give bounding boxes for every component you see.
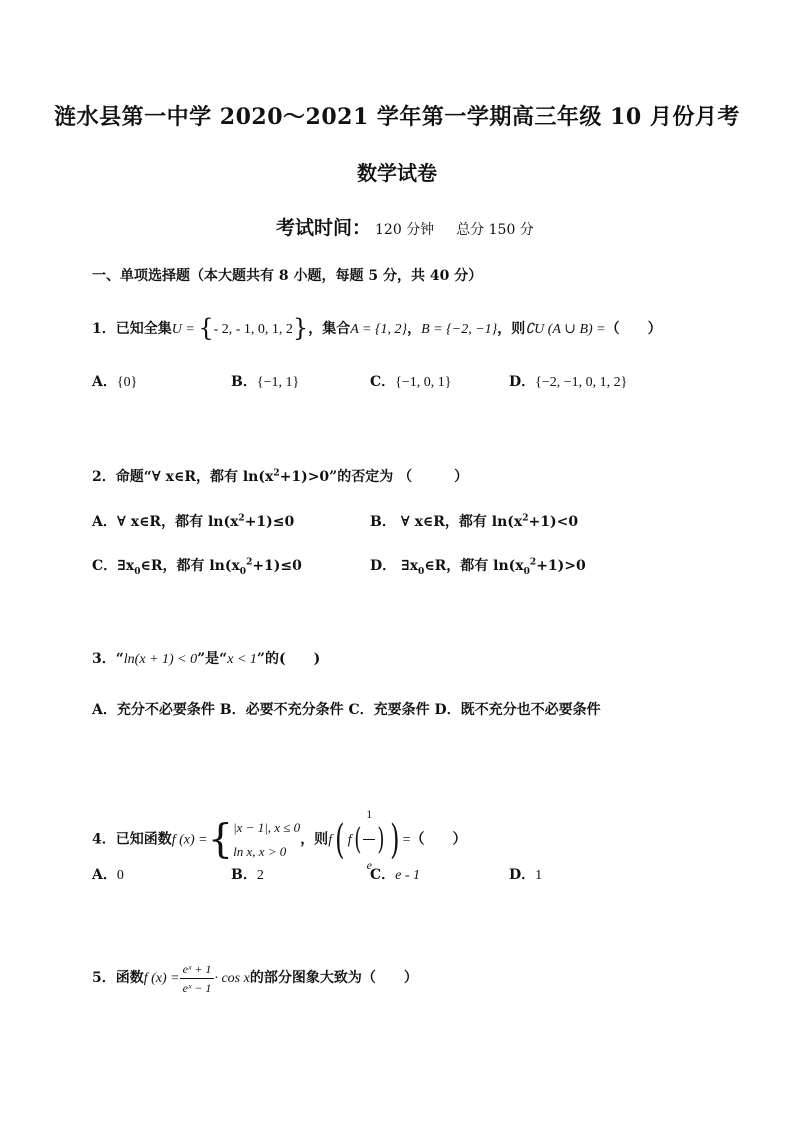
exam-title: 涟水县第一中学 2020～2021 学年第一学期高三年级 10 月份月考 (54, 104, 740, 130)
time-value: 120 分钟 (375, 222, 435, 238)
option-value: e - 1 (395, 868, 421, 883)
q2-option-c (92, 555, 302, 577)
q4-frac-den: e (366, 858, 372, 872)
option-value: {−1, 0, 1} (395, 375, 452, 390)
option-text: ∀ x∈R，都有 ln(x (116, 514, 239, 530)
option-value: {−1, 1} (256, 375, 300, 390)
q3-expr-2: x < 1 (227, 652, 257, 667)
q1-mid2: ， (407, 321, 422, 337)
q1-brace-close: } (292, 314, 309, 342)
option-text: ∈R，都有 ln(x (424, 558, 524, 574)
q4-frac-num: 1 (363, 790, 375, 840)
q5-f-expr: f (x) = (143, 971, 180, 986)
section-title: 一、单项选择题（本大题共有 8 小题，每题 5 分，共 40 分） (92, 268, 483, 284)
q1-brace-open: { (198, 314, 214, 342)
q4-f-inner: f (347, 832, 352, 848)
option-label: B． (370, 514, 396, 530)
question-1-stem (92, 314, 662, 342)
q1-a-expr: A = {1, 2} (350, 322, 408, 337)
q2-option-d (370, 555, 586, 577)
question-3-stem (92, 648, 320, 668)
option-text: +1)≤0 (244, 514, 295, 530)
option-value: 2 (256, 868, 264, 883)
q5-suffix: 的部分图象大致为（ ） (249, 970, 418, 986)
option-text: ∃x (117, 558, 135, 574)
q4-paren-open-outer: ( (335, 816, 345, 863)
option-text: ∈R，都有 ln(x (140, 558, 240, 574)
option-sup: 2 (238, 513, 245, 524)
option-label: A． (92, 514, 117, 530)
q3-options: A．充分不必要条件 B．必要不充分条件 C．充要条件 D．既不充分也不必要条件 (92, 702, 601, 718)
option-value: {−2, −1, 0, 1, 2} (535, 375, 628, 390)
q1-option-a (92, 371, 137, 391)
option-value: 0 (116, 868, 124, 883)
q1-option-c (370, 371, 452, 391)
question-2-stem (92, 466, 468, 486)
q3-prefix: 3．“ (92, 651, 124, 667)
option-text: +1)>0 (536, 558, 586, 574)
q1-option-d (509, 371, 627, 391)
q2-stem-part-a: 2．命题“∀ x∈R，都有 ln(x (92, 469, 274, 485)
q5-tail: · cos x (214, 971, 250, 986)
q5-fraction (180, 961, 215, 996)
q4-case-2: ln x, x > 0 (233, 843, 287, 859)
option-label: D． (370, 558, 397, 574)
option-value: {0} (116, 375, 138, 390)
q1-prefix: 1．已知全集 (92, 321, 172, 337)
q4-paren-close-inner: ) (377, 821, 385, 857)
q4-left-brace: { (207, 816, 234, 863)
option-text: ∀ x∈R，都有 ln(x (395, 514, 523, 530)
option-text: +1)≤0 (252, 558, 302, 574)
option-label: A． (92, 374, 117, 390)
option-sub: 0 (418, 566, 425, 577)
q1-u-expr: U = (171, 322, 199, 337)
option-sup: 2 (246, 557, 253, 568)
option-label: B． (231, 374, 257, 390)
total-score: 总分 150 分 (456, 222, 534, 238)
q1-mid3: ，则 (497, 321, 526, 337)
option-sup: 2 (529, 557, 537, 568)
q4-paren-close-outer: ) (390, 816, 400, 863)
option-sub: 0 (239, 566, 247, 577)
q4-mid: ，则 (300, 831, 329, 848)
option-label: B． (231, 867, 257, 883)
q2-option-a (92, 511, 294, 531)
q4-option-d (509, 864, 542, 884)
option-text: +1)<0 (528, 514, 579, 530)
option-value: 1 (535, 868, 543, 883)
option-label: D． (509, 374, 536, 390)
q2-superscript: 2 (273, 468, 280, 479)
option-label: C． (370, 867, 396, 883)
q4-prefix: 4．已知函数 (92, 831, 172, 848)
q5-frac-den: eˣ − 1 (182, 980, 212, 995)
q2-stem-part-b: +1)>0”的否定为 （ ） (279, 469, 469, 485)
question-5-stem (92, 958, 418, 999)
q4-suffix: （ ） (410, 831, 467, 848)
q4-case-1: |x − 1|, x ≤ 0 (233, 819, 301, 835)
q4-piecewise-cases (233, 816, 300, 864)
option-text: ∃x (396, 558, 419, 574)
q1-option-b (231, 371, 299, 391)
option-label: C． (370, 374, 396, 390)
q1-mid1: ，集合 (308, 321, 351, 337)
q3-mid: ”是“ (197, 651, 228, 667)
option-label: A． (92, 867, 117, 883)
q5-frac-num: eˣ + 1 (180, 961, 215, 979)
q5-prefix: 5．函数 (92, 970, 144, 986)
q4-equals: = (402, 832, 411, 848)
q1-complement-expr: ∁U (A ∪ B) = (525, 322, 606, 337)
q3-expr-1: ln(x + 1) < 0 (123, 652, 198, 667)
q4-option-a (92, 864, 124, 884)
time-label: 考试时间： (276, 217, 372, 239)
option-label: D． (509, 867, 536, 883)
exam-time-info (276, 213, 534, 240)
q1-u-set: - 2, - 1, 0, 1, 2 (213, 322, 293, 337)
q4-option-b (231, 864, 264, 884)
q4-f-expr: f (x) = (171, 832, 208, 848)
exam-subtitle: 数学试卷 (357, 161, 437, 185)
q4-paren-open-inner: ( (353, 821, 361, 857)
q1-b-expr: B = {−2, −1} (421, 322, 498, 337)
q4-option-c (370, 864, 420, 884)
q1-answer-blank: （ ） (605, 321, 662, 337)
q3-suffix: ”的( ) (256, 651, 321, 667)
option-sub: 0 (134, 566, 141, 577)
option-sup: 2 (522, 513, 529, 524)
q2-option-b (370, 511, 578, 531)
option-label: C． (92, 558, 118, 574)
q4-f-outer: f (328, 832, 333, 848)
option-sub: 0 (523, 566, 530, 577)
